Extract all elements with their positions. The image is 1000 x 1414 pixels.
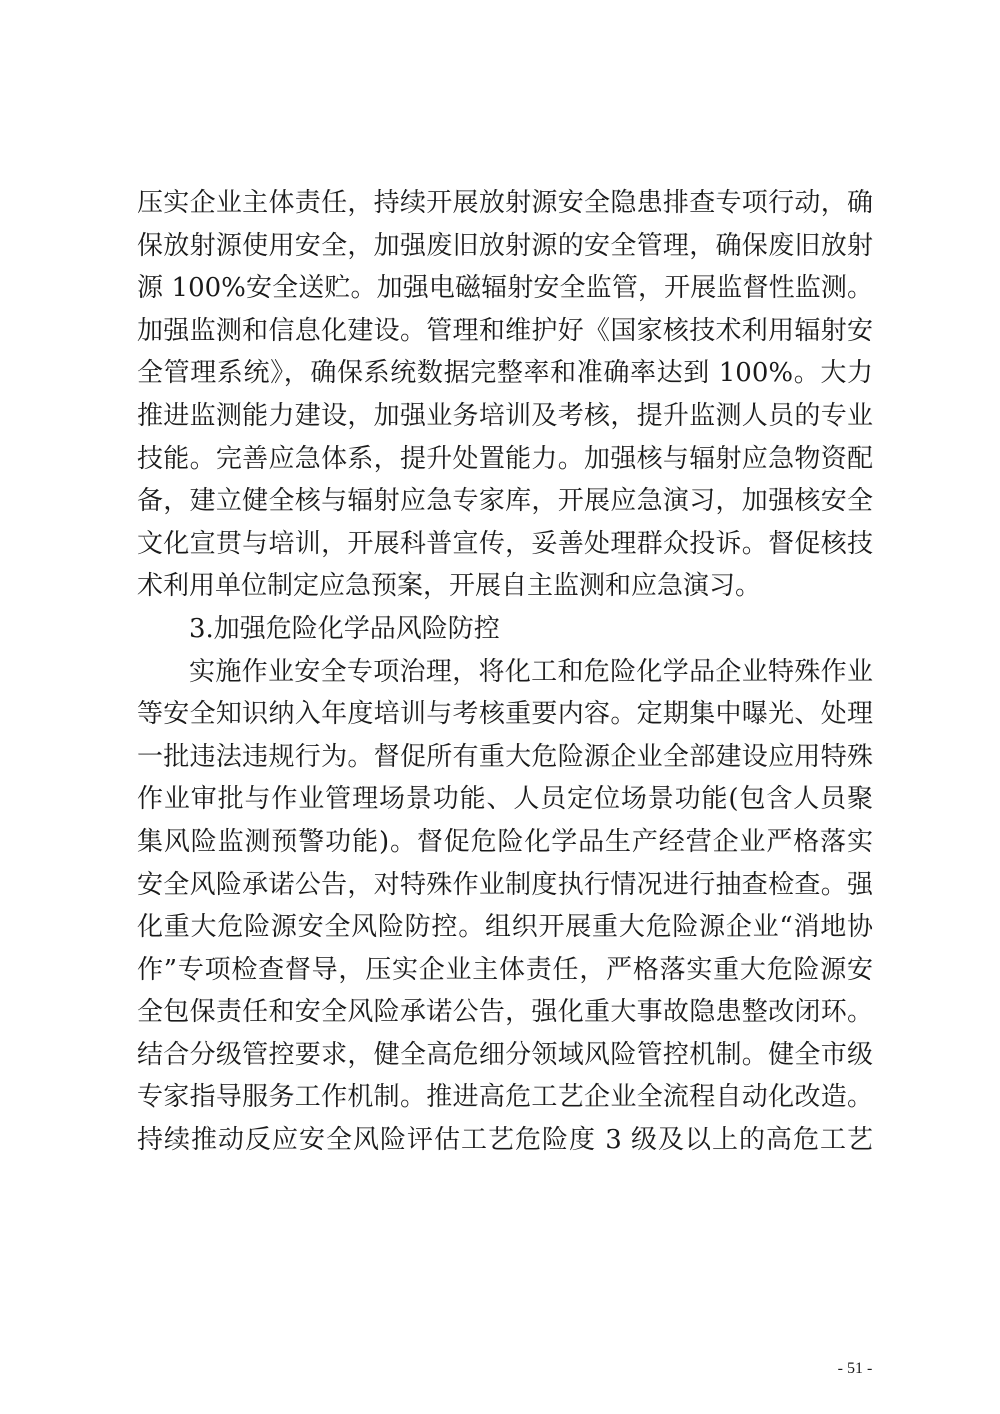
text-line: 持续推动反应安全风险评估工艺危险度 3 级及以上的高危工艺: [137, 1125, 873, 1156]
text-line: 实施作业安全专项治理，将化工和危险化学品企业特殊作业: [189, 656, 873, 687]
text-line: 保放射源使用安全，加强废旧放射源的安全管理，确保废旧放射: [137, 230, 873, 261]
text-line: 全包保责任和安全风险承诺公告，强化重大事故隐患整改闭环。: [137, 997, 873, 1028]
text-line: 化重大危险源安全风险防控。组织开展重大危险源企业“消地协: [137, 912, 873, 943]
section-heading: 3.加强危险化学品风险防控: [189, 613, 500, 644]
text-line: 作业审批与作业管理场景功能、人员定位场景功能(包含人员聚: [137, 784, 873, 815]
text-line: 结合分级管控要求，健全高危细分领域风险管控机制。健全市级: [137, 1039, 873, 1070]
text-line: 等安全知识纳入年度培训与考核重要内容。定期集中曝光、处理: [137, 699, 873, 730]
text-line: 源 100%安全送贮。加强电磁辐射安全监管，开展监督性监测。: [137, 273, 873, 304]
text-line: 安全风险承诺公告，对特殊作业制度执行情况进行抽查检查。强: [137, 869, 873, 900]
text-line: 文化宣贯与培训，开展科普宣传，妥善处理群众投诉。督促核技: [137, 528, 873, 559]
text-line: 术利用单位制定应急预案，开展自主监测和应急演习。: [137, 571, 762, 602]
text-line: 全管理系统》，确保系统数据完整率和准确率达到 100%。大力: [137, 358, 873, 389]
text-line: 压实企业主体责任，持续开展放射源安全隐患排查专项行动，确: [137, 188, 873, 218]
text-line: 加强监测和信息化建设。管理和维护好《国家核技术利用辐射安: [137, 315, 873, 346]
text-line: 推进监测能力建设，加强业务培训及考核，提升监测人员的专业: [137, 400, 873, 431]
text-line: 集风险监测预警功能)。督促危险化学品生产经营企业严格落实: [137, 826, 873, 857]
text-line: 专家指导服务工作机制。推进高危工艺企业全流程自动化改造。: [137, 1082, 873, 1113]
text-line: 作”专项检查督导，压实企业主体责任，严格落实重大危险源安: [137, 954, 873, 985]
text-line: 备，建立健全核与辐射应急专家库，开展应急演习，加强核安全: [137, 486, 873, 517]
document-body: [137, 182, 873, 1162]
page-number: - 51 -: [837, 1360, 873, 1377]
text-line: 技能。完善应急体系，提升处置能力。加强核与辐射应急物资配: [137, 443, 873, 474]
text-line: 一批违法违规行为。督促所有重大危险源企业全部建设应用特殊: [137, 741, 873, 772]
